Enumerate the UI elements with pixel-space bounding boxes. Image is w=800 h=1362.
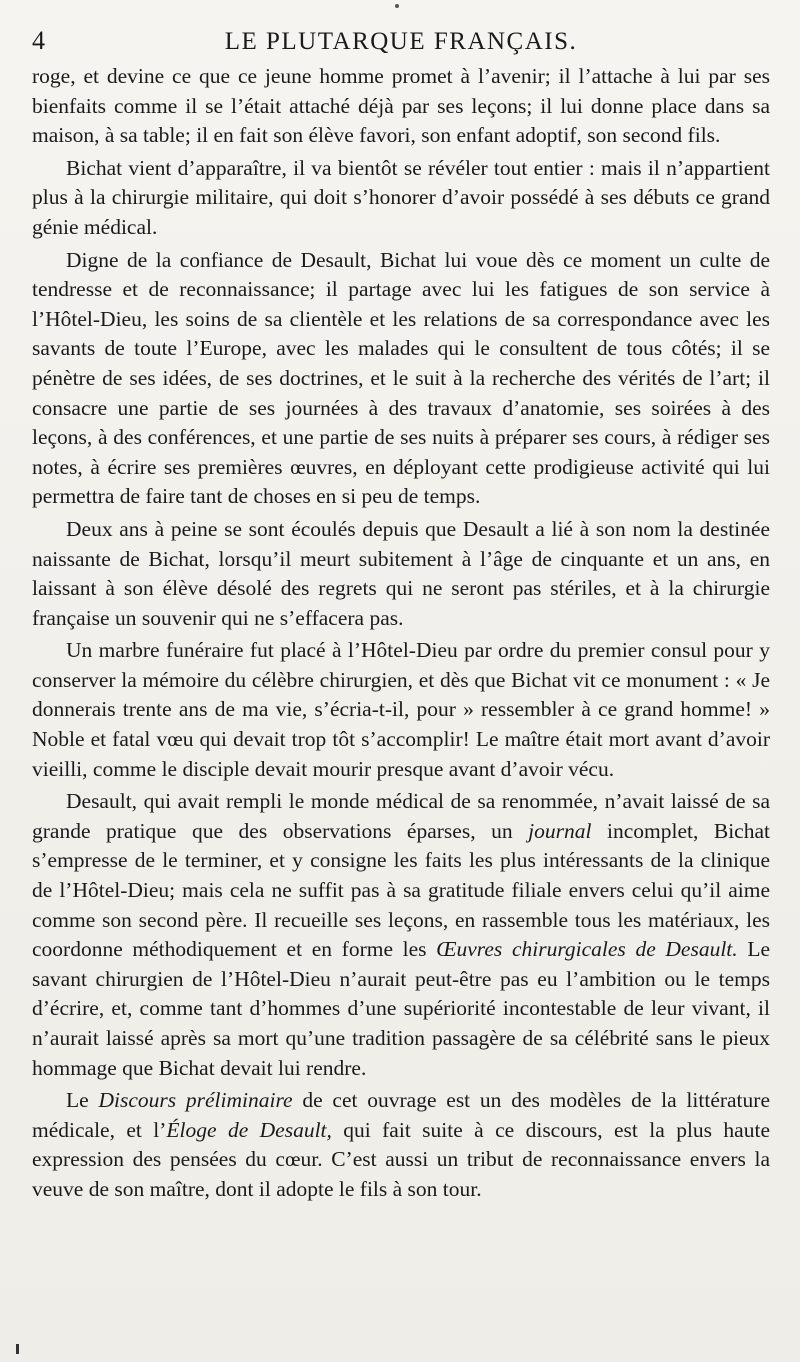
corner-mark xyxy=(16,1344,19,1354)
italic-eloge-title: Éloge de Desault, xyxy=(166,1117,332,1142)
italic-oeuvres-title: Œuvres chirurgicales de Desault. xyxy=(436,937,738,962)
paragraph-7-text-c: qui fait suite à ce discours, est la plus haute expression des pensées du cœur. C’est aussi un tribut de reconnaissance envers la veuve de son maître, dont il adopte le fils à son tour. xyxy=(32,1117,770,1201)
paragraph-5: Un marbre funéraire fut placé à l’Hôtel-Dieu par ordre du premier consul pour y conserver la mémoire du célèbre chirurgien, et dès que Bichat vit ce monument : « Je donnerais trente ans de ma vie, s’écria-t-il, pour » ressembler à ce grand homme! » Noble et fatal vœu qui devait trop tôt s’accomplir! Le maître était mort avant d’avoir vieilli, comme le disciple devait mourir presque avant d’avoir vécu. xyxy=(32,638,770,781)
paragraph-7-text-a: Le xyxy=(66,1088,99,1113)
italic-discours-title: Discours préliminaire xyxy=(98,1088,293,1113)
paragraph-1: roge, et devine ce que ce jeune homme promet à l’avenir; il l’attache à lui par ses bienfaits comme il se l’était attaché déjà par ses leçons; il lui donne place dans sa maison, à sa table; il en fait son élève favori, son enfant adoptif, son second fils. xyxy=(32,64,770,148)
paragraph-6 xyxy=(32,787,770,1083)
paragraph-6-text-a: Desault, qui avait rempli le monde médical de sa renommée, n’avait laissé de sa grande pratique que des observations éparses, un xyxy=(32,789,770,843)
ink-dot xyxy=(395,4,399,8)
body-text xyxy=(32,62,770,1205)
page-header xyxy=(32,22,770,58)
paragraph-7-text-b: de cet ouvrage est un des modèles de la littérature médicale, et l’ xyxy=(32,1088,770,1142)
running-title: LE PLUTARQUE FRANÇAIS. xyxy=(224,28,578,55)
paragraph-4: Deux ans à peine se sont écoulés depuis que Desault a lié à son nom la destinée naissante de Bichat, lorsqu’il meurt subitement à l’âge de cinquante et un ans, en laissant à son élève désolé des regrets qui ne seront pas stériles, et à la chirurgie française un souvenir qui ne s’effacera pas. xyxy=(32,516,770,630)
paragraph-6-text-b: incomplet, Bichat s’empresse de le terminer, et y consigne les faits les plus intéressants de la clinique de l’Hôtel-Dieu; mais cela ne suffit pas à sa gratitude filiale envers celui qu’il aime comme son second père. Il recueille ses leçons, en rassemble tous les matériaux, les coordonne méthodiquement et en forme les xyxy=(32,818,770,962)
paragraph-7 xyxy=(32,1086,770,1204)
page-number: 4 xyxy=(32,26,46,55)
paragraph-2: Bichat vient d’apparaître, il va bientôt se révéler tout entier : mais il n’appartient plus à la chirurgie militaire, qui doit s’honorer d’avoir possédé à ses débuts ce grand génie médical. xyxy=(32,155,770,239)
paragraph-6-text-c: Le savant chirurgien de l’Hôtel-Dieu n’aurait peut-être pas eu l’ambition ou le temps d’écrire, et, comme tant d’hommes d’une supériorité incontestable de leur vivant, il n’aurait laissé après sa mort qu’une tradition passagère de sa célébrité sans le pieux hommage que Bichat devait lui rendre. xyxy=(32,937,770,1080)
italic-journal: journal xyxy=(528,818,592,843)
paragraph-3: Digne de la confiance de Desault, Bichat lui voue dès ce moment un culte de tendresse et de reconnaissance; il partage avec lui les fatigues de son service à l’Hôtel-Dieu, les soins de sa clientèle et les relations de sa correspondance avec les savants de toute l’Europe, avec les malades qui le consultent de tous côtés; il se pénètre de ses idées, de ses doctrines, et le suit à la recherche des vérités de l’art; il consacre une partie de ses journées à des travaux d’anatomie, ses soirées à des leçons, à des conférences, et une partie de ses nuits à préparer ses cours, à rédiger ses notes, à écrire ses premières œuvres, en déployant cette prodigieuse activité qui lui permettra de faire tant de choses en si peu de temps. xyxy=(32,247,770,509)
